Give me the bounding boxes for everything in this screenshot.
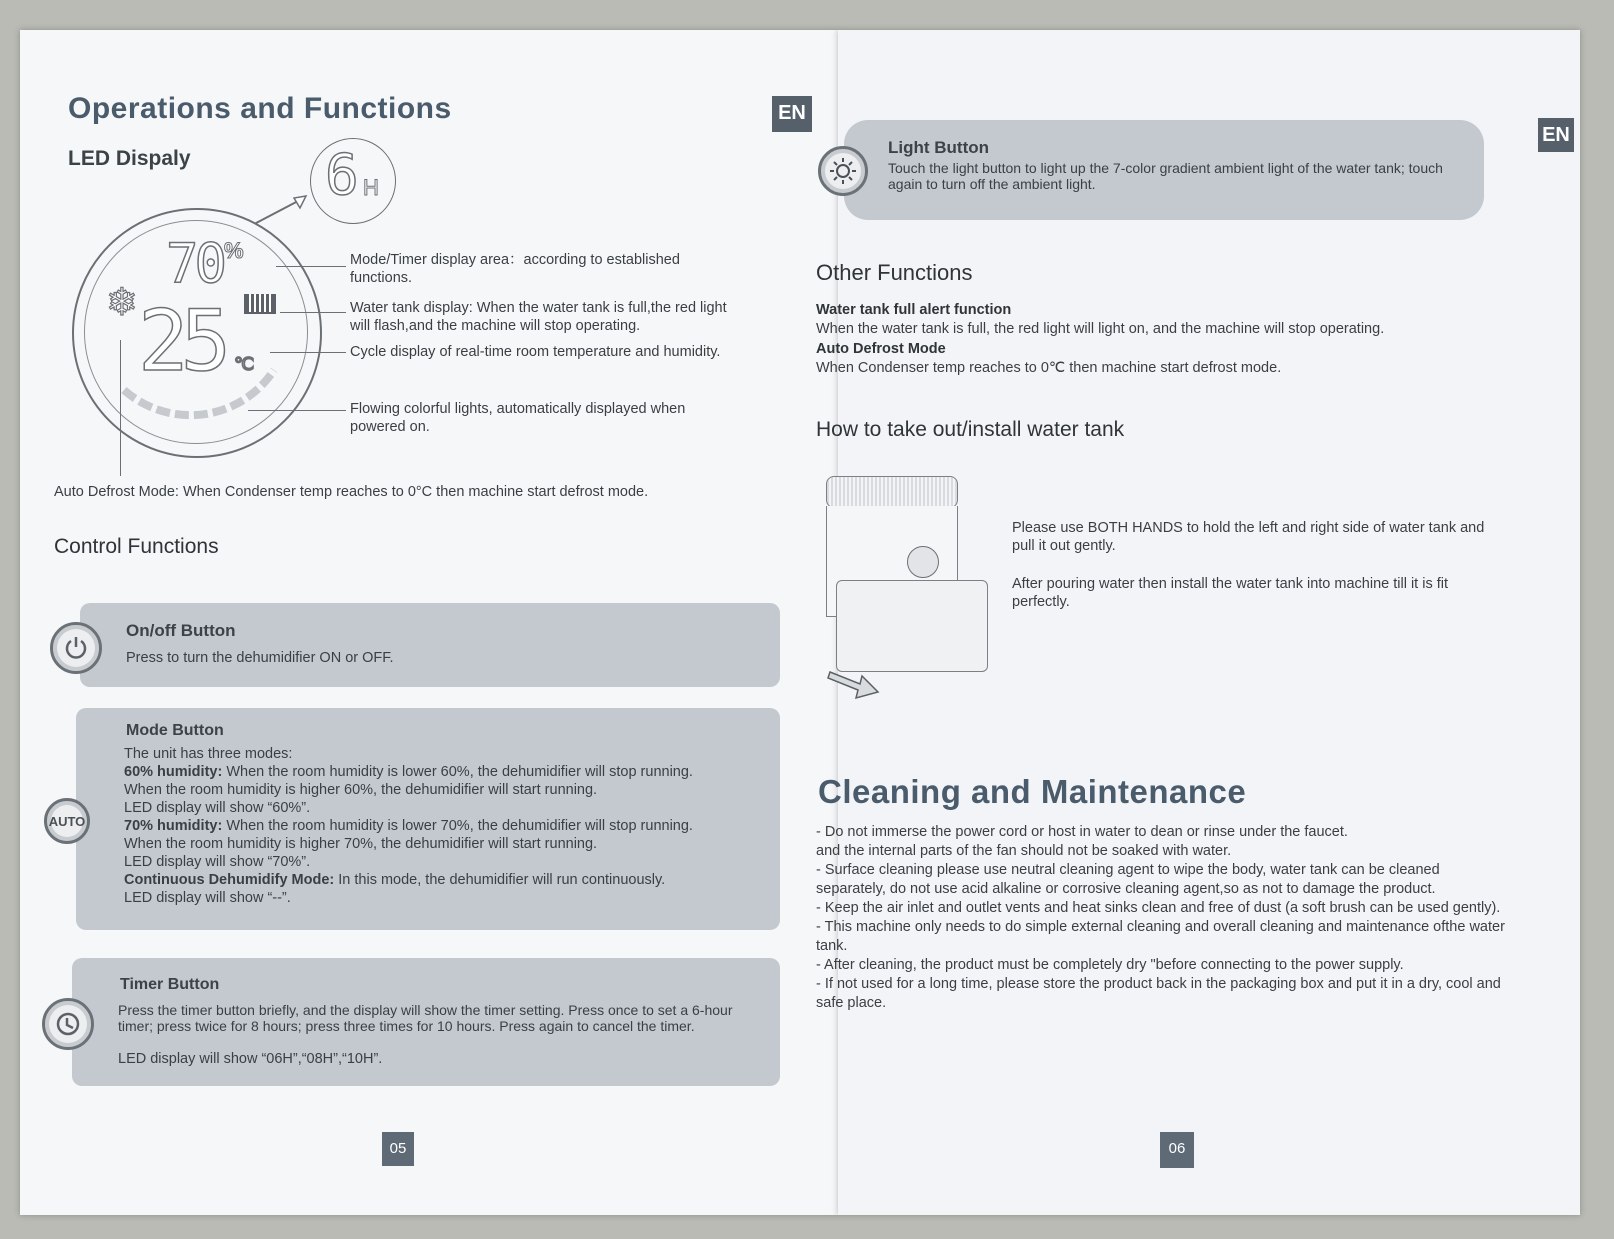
temperature-unit: ℃: [234, 354, 255, 374]
humidity-digits: 70: [166, 232, 224, 295]
tank-step-2: After pouring water then install the water tank into machine till it is fit perfectly.: [1012, 576, 1449, 610]
cleaning-item: - Do not immerse the power cord or host in water to dean or rinse under the faucet. and the internal parts of the fan should not be soaked with water.: [816, 824, 1348, 859]
timer-display-magnifier: [310, 138, 396, 224]
page-number: 06: [1160, 1132, 1194, 1168]
water-tank-heading: How to take out/install water tank: [816, 418, 1125, 441]
language-badge: EN: [772, 96, 812, 132]
clock-icon: [54, 1010, 82, 1038]
pull-arrow-icon: [826, 662, 886, 702]
power-button-icon[interactable]: [50, 622, 102, 674]
sun-icon: [828, 156, 858, 186]
timer-button-icon[interactable]: [42, 998, 94, 1050]
right-page: [816, 30, 1580, 1215]
cleaning-item: - Keep the air inlet and outlet vents and heat sinks clean and free of dust (a soft brush can be used gently).: [816, 900, 1501, 916]
tank-step-1: Please use BOTH HANDS to hold the left and right side of water tank and pull it out gently.: [1012, 520, 1485, 554]
mode-description: The unit has three modes: 60% humidity: When the room humidity is lower 60%, the dehumidifier will stop running. When the room humidity is higher 60%, the dehumidifier will start running. LED display will show “60%”. 70% humidity: When the room humidity is lower 70%, the dehumidifier will stop running. When the room humidity is higher 70%, the dehumidifier will start running. LED display will show “70%”. Continuous Dehumidify Mode: In this mode, the dehumidifier will run continuously. LED display will show “--”.: [124, 746, 693, 906]
timer-led-text: LED display will show “06H”,“08H”,“10H”.: [118, 1051, 383, 1067]
light-button-icon[interactable]: [818, 146, 868, 196]
control-functions-heading: Control Functions: [54, 535, 219, 558]
defrost-text: When Condenser temp reaches to 0℃ then machine start defrost mode.: [816, 360, 1282, 376]
callout-colorful-lights: Flowing colorful lights, automatically displayed when powered on.: [350, 401, 686, 435]
colorful-light-ring-icon: [84, 220, 306, 442]
cleaning-heading: Cleaning and Maintenance: [818, 773, 1247, 810]
callout-cycle-display: Cycle display of real-time room temperature and humidity.: [350, 344, 721, 360]
power-icon: [62, 634, 90, 662]
cleaning-item: - If not used for a long time, please store the product back in the packaging box and put it in a dry, cool and safe place.: [816, 976, 1501, 1011]
temperature-digits: 25: [138, 292, 224, 390]
cleaning-item: - After cleaning, the product must be completely dry "before connecting to the power supply.: [816, 957, 1404, 973]
left-page: [20, 30, 838, 1215]
callout-water-tank: Water tank display: When the water tank is full,the red light will flash,and the machine will stop operating.: [350, 300, 727, 334]
page-number: 05: [382, 1132, 414, 1166]
language-badge: EN: [1538, 118, 1574, 152]
other-functions-heading: Other Functions: [816, 260, 973, 285]
callout-mode-timer: Mode/Timer display area：according to established functions.: [350, 252, 680, 286]
percent-sign: %: [224, 238, 244, 263]
timer-digit: 6: [325, 143, 359, 208]
mode-title: Mode Button: [126, 722, 224, 739]
onoff-section: [80, 603, 780, 687]
timer-text: Press the timer button briefly, and the display will show the timer setting. Press once to set a 6-hour timer; press twice for 8 hours; press three times for 10 hours. Press again to cancel the timer.: [118, 1002, 733, 1034]
snowflake-defrost-icon: ❄: [106, 282, 138, 324]
defrost-title: Auto Defrost Mode: [816, 341, 946, 357]
water-tank-drawer: [836, 580, 988, 672]
cleaning-list: [816, 823, 1506, 1013]
timer-unit: H: [363, 175, 379, 200]
unit-display-icon: [907, 546, 939, 578]
mode-auto-button-icon[interactable]: AUTO: [44, 798, 90, 844]
timer-section: [72, 958, 780, 1086]
tank-alert-text: When the water tank is full, the red light will light on, and the machine will stop operating.: [816, 321, 1385, 337]
timer-title: Timer Button: [120, 976, 220, 993]
air-outlet-grille: [826, 476, 958, 508]
tank-alert-title: Water tank full alert function: [816, 302, 1012, 318]
cleaning-item: - Surface cleaning please use neutral cleaning agent to wipe the body, water tank can be cleaned separately, do not use acid alkaline or corrosive cleaning agent,so as not to damage the product.: [816, 862, 1440, 897]
light-text: Touch the light button to light up the 7-color gradient ambient light of the water tank; touch again to turn off the ambient light.: [888, 160, 1443, 192]
page-title: Operations and Functions: [68, 92, 452, 125]
led-display-heading: LED Dispaly: [68, 147, 191, 170]
dehumidifier-illustration: [826, 470, 996, 710]
mode-section: [76, 708, 780, 930]
light-section: [844, 120, 1484, 220]
onoff-title: On/off Button: [126, 621, 236, 640]
onoff-text: Press to turn the dehumidifier ON or OFF.: [126, 650, 394, 666]
cleaning-item: - This machine only needs to do simple external cleaning and overall cleaning and maintenance ofthe water tank.: [816, 919, 1505, 954]
led-display-diagram: [72, 208, 322, 458]
defrost-note: Auto Defrost Mode: When Condenser temp reaches to 0°C then machine start defrost mode.: [54, 484, 649, 500]
light-title: Light Button: [888, 138, 990, 157]
